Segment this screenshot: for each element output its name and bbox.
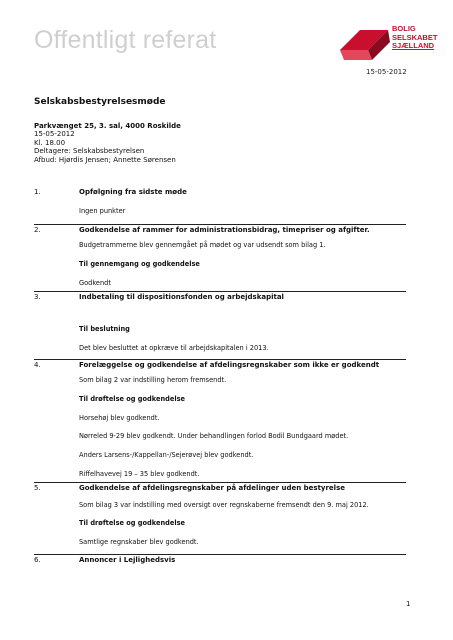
- divider: [34, 482, 406, 483]
- agenda-paragraph: Til drøftelse og godkendelse: [79, 395, 185, 403]
- meeting-title: Selskabsbestyrelsesmøde: [34, 97, 166, 107]
- agenda-paragraph: Til drøftelse og godkendelse: [79, 519, 185, 527]
- agenda-item-title: Annoncer i Lejlighedsvis: [79, 556, 176, 564]
- agenda-item-title: Forelæggelse og godkendelse af afdelingsregnskaber som ikke er godkendt: [79, 361, 380, 369]
- agenda-item-number: 5.: [34, 484, 41, 492]
- agenda-paragraph: Ingen punkter: [79, 207, 126, 215]
- company-logo-text: [392, 25, 437, 51]
- agenda-paragraph: Godkendt: [79, 279, 111, 287]
- agenda-item-6-header: [34, 556, 406, 564]
- meeting-absent: Afbud: Hjørdis Jensen; Annette Sørensen: [34, 155, 176, 164]
- meeting-date: 15-05-2012: [34, 130, 75, 139]
- divider: [34, 224, 406, 225]
- agenda-paragraph: Riffelhavevej 19 – 35 blev godkendt.: [79, 470, 200, 478]
- agenda-item-2-header: [34, 226, 406, 234]
- agenda-paragraph: Det blev besluttet at opkræve til arbejdskapitalen i 2013.: [79, 344, 269, 352]
- agenda-item-3-header: [34, 293, 406, 301]
- agenda-item-1-header: [34, 188, 406, 196]
- divider: [34, 291, 406, 292]
- agenda-paragraph: Som bilag 3 var indstilling med oversigt over regnskaberne fremsendt den 9. maj 2012.: [79, 501, 369, 509]
- agenda-paragraph: Som bilag 2 var indstilling herom fremsendt.: [79, 376, 227, 384]
- document-title: Offentligt referat: [34, 26, 217, 54]
- agenda-item-title: Indbetaling til dispositionsfonden og arbejdskapital: [79, 293, 284, 301]
- agenda-item-4-header: [34, 361, 406, 369]
- header-date: 15-05-2012: [366, 68, 407, 76]
- agenda-paragraph: Budgetrammerne blev gennemgået på mødet og var udsendt som bilag 1.: [79, 241, 326, 249]
- agenda-paragraph: Horsehøj blev godkendt.: [79, 414, 160, 422]
- agenda-paragraph: Nørreled 9-29 blev godkendt. Under behandlingen forlod Bodil Bundgaard mødet.: [79, 432, 349, 440]
- divider: [34, 359, 406, 360]
- agenda-paragraph: Til beslutning: [79, 325, 130, 333]
- agenda-item-5-header: [34, 484, 406, 492]
- logo-line-3: SJÆLLAND: [392, 41, 435, 51]
- agenda-item-number: 4.: [34, 361, 41, 369]
- agenda-item-number: 1.: [34, 188, 41, 196]
- page-number: 1: [406, 600, 411, 608]
- meeting-time: Kl. 18.00: [34, 138, 66, 147]
- meeting-participants: Deltagere: Selskabsbestyrelsen: [34, 147, 145, 156]
- agenda-item-title: Opfølgning fra sidste møde: [79, 188, 187, 196]
- agenda-paragraph: Anders Larsens-/Kappellan-/Sejerøvej blev godkendt.: [79, 451, 254, 459]
- agenda-item-number: 2.: [34, 226, 41, 234]
- agenda-item-number: 6.: [34, 556, 41, 564]
- meeting-info: [34, 122, 181, 164]
- meeting-address: Parkvænget 25, 3. sal, 4000 Roskilde: [34, 122, 181, 130]
- agenda-item-title: Godkendelse af rammer for administrationsbidrag, timepriser og afgifter.: [79, 226, 370, 234]
- agenda-paragraph: Samtlige regnskaber blev godkendt.: [79, 538, 199, 546]
- divider: [34, 554, 406, 555]
- agenda-paragraph: Til gennemgang og godkendelse: [79, 260, 200, 268]
- logo-line-2: SELSKABET: [392, 32, 438, 42]
- agenda-item-title: Godkendelse af afdelingsregnskaber på afdelinger uden bestyrelse: [79, 484, 345, 492]
- agenda-item-number: 3.: [34, 293, 41, 301]
- logo-line-1: BOLIG: [392, 24, 416, 33]
